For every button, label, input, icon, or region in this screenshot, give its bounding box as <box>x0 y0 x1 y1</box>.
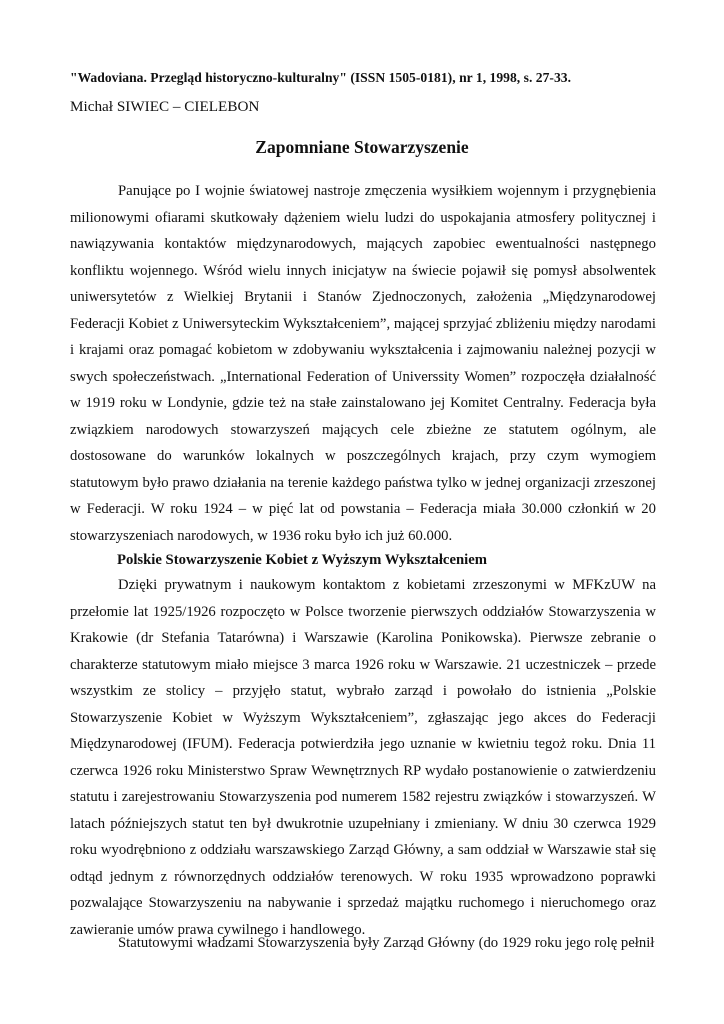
body-paragraph: Panujące po I wojnie światowej nastroje zmęczenia wysiłkiem wojennym i przygnębienia milionowymi ofiarami skutkowały dążeniem wielu ludzi do uspokajania atmosfery politycznej i nawiązywania kontaktów międzynarodowych, mających zapobiec ewentualności następnego konfliktu wojennego. Wśród wielu innych inicjatyw na świecie pojawił się pomysł absolwentek uniwersytetów z Wielkiej Brytanii i Stanów Zjednoczonych, założenia „Międzynarodowej Federacji Kobiet z Uniwersyteckim Wykształceniem”, mającej sprzyjać zbliżeniu między narodami i krajami oraz pomagać kobietom w zdobywaniu wykształcenia i zajmowaniu należnej pozycji w swych społeczeństwach. „International Federation of Universsity Women” rozpoczęła działalność w 1919 roku w Londynie, gdzie też na stałe zainstalowano jej Komitet Centralny. Federacja była związkiem narodowych stowarzyszeń mających cele zbieżne ze statutem ogólnym, ale dostosowane do warunków lokalnych w poszczególnych krajach, przy czym wymogiem statutowym było prawo działania na terenie każdego państwa tylko w jednej organizacji zrzeszonej w Federacji. W roku 1924 – w pięć lat od powstania – Federacja miała 30.000 członkiń w 20 stowarzyszeniach narodowych, w 1936 roku było ich już 60.000. <box>70 183 656 544</box>
body-paragraph: Statutowymi władzami Stowarzyszenia były Zarząd Główny (do 1929 roku jego rolę pełnił <box>118 935 655 951</box>
section-heading: Polskie Stowarzyszenie Kobiet z Wyższym Wykształceniem <box>117 552 487 568</box>
author-name: Michał SIWIEC – CIELEBON <box>70 98 260 115</box>
citation-line: "Wadoviana. Przegląd historyczno-kulturalny" (ISSN 1505-0181), nr 1, 1998, s. 27-33. <box>70 70 572 85</box>
article-title: Zapomniane Stowarzyszenie <box>255 137 469 157</box>
body-paragraph: Dzięki prywatnym i naukowym kontaktom z kobietami zrzeszonymi w MFKzUW na przełomie lat 1925/1926 rozpoczęto w Polsce tworzenie pierwszych oddziałów Stowarzyszenia w Krakowie (dr Stefania Tatarówna) i Warszawie (Karolina Ponikowska). Pierwsze zebranie o charakterze statutowym miało miejsce 3 marca 1926 roku w Warszawie. 21 uczestniczek – przede wszystkim ze stolicy – przyjęło statut, wybrało zarząd i powołało do istnienia „Polskie Stowarzyszenie Kobiet w Wyższym Wykształceniem”, zgłaszając jego akces do Federacji Międzynarodowej (IFUM). Federacja potwierdziła jego uznanie w kwietniu tegoż roku. Dnia 11 czerwca 1926 roku Ministerstwo Spraw Wewnętrznych RP wydało postanowienie o zatwierdzeniu statutu i zarejestrowaniu Stowarzyszenia pod numerem 1582 rejestru związków i stowarzyszeń. W latach późniejszych statut ten był dwukrotnie uzupełniany i zmieniany. W dniu 30 czerwca 1929 roku wyodrębniono z oddziału warszawskiego Zarząd Główny, a sam oddział w Warszawie stał się odtąd jednym z równorzędnych oddziałów terenowych. W roku 1935 wprowadzono poprawki pozwalające Stowarzyszeniu na nabywanie i sprzedaż majątku ruchomego i nieruchomego oraz zawieranie umów prawa cywilnego i handlowego. <box>70 577 656 938</box>
